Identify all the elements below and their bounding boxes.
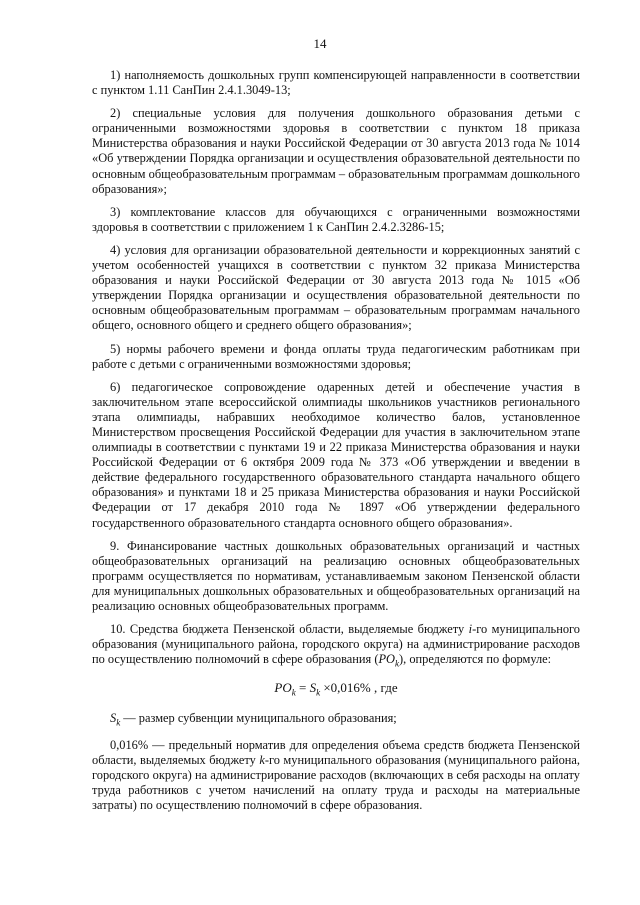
variable-i: i xyxy=(468,622,473,637)
list-item-6: 6) педагогическое сопровождение одаренных детей и обеспечение участия в заключительном этапе всероссийской олимпиады школьников участников регионального этапа олимпиады, набравших необходимое количество балов, установленное Министерством просвещения Российской Федерации для участия в заключительном этапе олимпиады в соответствии с пунктами 19 и 22 приказа Министерства образования и науки Российской Федерации от 6 октября 2009 года № 373 «Об утверждении и введении в действие федерального государственного образовательного стандарта начального общего образования» и пунктами 18 и 25 приказа Министерства образования и науки Российской Федерации от 17 декабря 2010 года № 1897 «Об утверждении федерального государственного образовательного стандарта основного общего образования». xyxy=(92,379,580,530)
document-body xyxy=(92,68,580,822)
list-item-4: 4) условия для организации образовательной деятельности и коррекционных занятий с учетом особенностей учащихся в соответствии с пунктом 32 приказа Министерства образования и науки Российской Федерации от 30 августа 2013 года № 1015 «Об утверждении Порядка организации и осуществления образовательной деятельности по основным общеобразовательным программам – образовательным программам начального общего, основного общего и среднего общего образования»; xyxy=(92,242,580,333)
formula-lhs-sub: k xyxy=(291,687,296,698)
variable-k: k xyxy=(259,753,265,768)
formula-eq: = xyxy=(295,679,310,695)
paragraph-10-text-b: -го муниципального образования (муниципального района, городского округа) на администрирование расходов по осуществлению полномочий в сфере образования ( xyxy=(92,622,580,667)
formula xyxy=(92,680,580,701)
formula-tail: , где xyxy=(374,679,398,695)
definition-s-var: S xyxy=(110,710,117,725)
definition-norm-text-a: 0,016% — предельный норматив для определения объема средств бюджета Пензенской области, выделяемых бюджету xyxy=(92,738,580,768)
definition-s xyxy=(92,711,580,731)
list-item-1: 1) наполняемость дошкольных групп компенсирующей направленности в соответствии с пунктом 1.11 СанПин 2.4.1.3049-13; xyxy=(92,68,580,98)
variable-po: PO xyxy=(378,652,395,667)
formula-lhs: PO xyxy=(274,679,292,695)
variable-po-sub: k xyxy=(395,658,399,669)
formula-s-sub: k xyxy=(316,687,321,698)
list-item-3: 3) комплектование классов для обучающихся с ограниченными возможностями здоровья в соответствии с приложением 1 к СанПин 2.4.2.3286-15; xyxy=(92,204,580,234)
formula-rest: ×0,016% xyxy=(320,679,375,695)
paragraph-10-text-a: 10. Средства бюджета Пензенской области, выделяемые бюджету xyxy=(110,622,469,637)
paragraph-9: 9. Финансирование частных дошкольных образовательных организаций и частных общеобразовательных организаций на реализацию основных общеобразовательных программ осуществляется по нормативам, устанавливаемым законом Пензенской области для муниципальных дошкольных образовательных и общеобразовательных организаций на реализацию основных общеобразовательных программ. xyxy=(92,538,580,613)
definition-s-sub: k xyxy=(116,717,121,727)
paragraph-10-text-c: ), определяются по формуле: xyxy=(399,652,552,667)
definition-norm xyxy=(92,738,580,813)
paragraph-10 xyxy=(92,622,580,672)
list-item-2: 2) специальные условия для получения дошкольного образования детьми с ограниченными возможностями здоровья в соответствии с пунктом 18 приказа Министерства образования и науки Российской Федерации от 30 августа 2013 года № 1014 «Об утверждении Порядка организации и осуществления образовательной деятельности по основным общеобразовательным программам – образовательным программам дошкольного образования»; xyxy=(92,106,580,196)
definition-s-text: — размер субвенции муниципального образования; xyxy=(120,710,397,725)
definition-norm-text-b: -го муниципального образования (муниципального района, городского округа) на администрирование расходов (включающих в себя расходы на оплату труда работников с учетом начислений на оплату труда и расходы на материальные затраты) по осуществлению полномочий в сфере образования. xyxy=(92,753,580,813)
formula-s: S xyxy=(309,679,317,695)
page-number: 14 xyxy=(313,36,327,51)
list-item-5: 5) нормы рабочего времени и фонда оплаты труда педагогическим работникам при работе с детьми с ограниченными возможностями здоровья; xyxy=(92,341,580,371)
